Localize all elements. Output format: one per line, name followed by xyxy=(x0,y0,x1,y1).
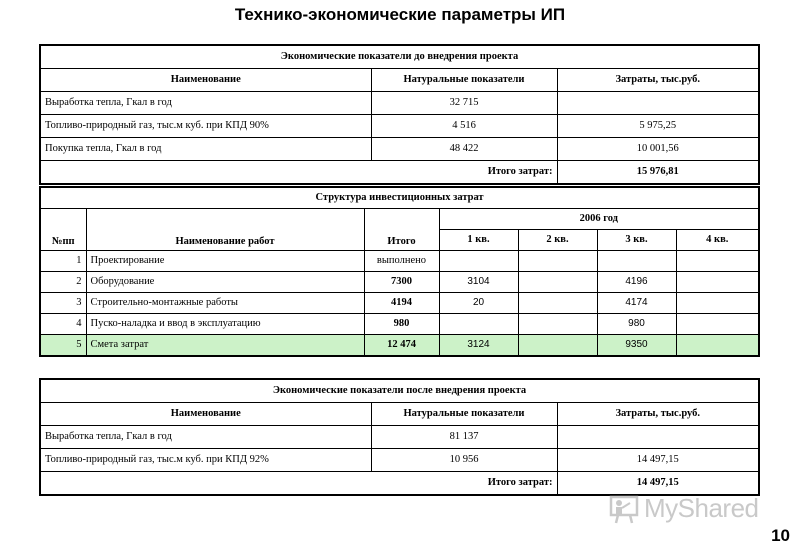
table-caption: Структура инвестиционных затрат xyxy=(40,187,759,209)
table-row xyxy=(40,115,759,138)
column-header-quarter: 1 кв. xyxy=(439,230,518,251)
cell-natural: 4 516 xyxy=(371,115,557,138)
cell-cost: 14 497,15 xyxy=(557,449,759,472)
column-header-quarter: 2 кв. xyxy=(518,230,597,251)
table-row xyxy=(40,426,759,449)
total-label: Итого затрат: xyxy=(40,472,557,496)
cell-natural: 32 715 xyxy=(371,92,557,115)
cell-work-name: Оборудование xyxy=(86,272,364,293)
cell-q2 xyxy=(518,251,597,272)
cell-number: 1 xyxy=(40,251,86,272)
cell-number: 5 xyxy=(40,335,86,357)
cell-q1 xyxy=(439,251,518,272)
cell-cost xyxy=(557,92,759,115)
total-label: Итого затрат: xyxy=(40,161,557,185)
cell-q3: 9350 xyxy=(597,335,676,357)
cell-q3: 4196 xyxy=(597,272,676,293)
cell-number: 4 xyxy=(40,314,86,335)
cell-q1 xyxy=(439,314,518,335)
table-after-project xyxy=(39,378,760,496)
myshared-logo xyxy=(608,491,768,525)
column-header-number: №пп xyxy=(40,209,86,251)
cell-number: 2 xyxy=(40,272,86,293)
column-header-total: Итого xyxy=(364,209,439,251)
cell-cost: 10 001,56 xyxy=(557,138,759,161)
column-header-quarter: 4 кв. xyxy=(676,230,759,251)
cell-natural: 48 422 xyxy=(371,138,557,161)
total-value: 15 976,81 xyxy=(557,161,759,185)
table-row xyxy=(40,272,759,293)
column-header: Натуральные показатели xyxy=(371,69,557,92)
teacher-board-icon xyxy=(608,491,642,525)
cell-work-name: Проектирование xyxy=(86,251,364,272)
cell-q3: 980 xyxy=(597,314,676,335)
cell-name: Топливо-природный газ, тыс.м куб. при КПД 92% xyxy=(40,449,371,472)
logo-text: MyShared xyxy=(644,493,759,523)
table-row xyxy=(40,449,759,472)
cell-q4 xyxy=(676,293,759,314)
total-row xyxy=(40,161,759,185)
cell-q1: 3124 xyxy=(439,335,518,357)
cell-q4 xyxy=(676,314,759,335)
column-header: Затраты, тыс.руб. xyxy=(557,403,759,426)
cell-natural: 10 956 xyxy=(371,449,557,472)
cell-name: Топливо-природный газ, тыс.м куб. при КПД 90% xyxy=(40,115,371,138)
page-number: 10 xyxy=(771,526,790,545)
cell-number: 3 xyxy=(40,293,86,314)
cell-work-name: Строительно-монтажные работы xyxy=(86,293,364,314)
table-row-total xyxy=(40,335,759,357)
column-header: Затраты, тыс.руб. xyxy=(557,69,759,92)
cell-cost: 5 975,25 xyxy=(557,115,759,138)
cell-q2 xyxy=(518,293,597,314)
cell-cost xyxy=(557,426,759,449)
column-header: Наименование xyxy=(40,69,371,92)
table-row xyxy=(40,251,759,272)
cell-q2 xyxy=(518,314,597,335)
cell-q3 xyxy=(597,251,676,272)
table-row xyxy=(40,92,759,115)
cell-q4 xyxy=(676,335,759,357)
column-header: Натуральные показатели xyxy=(371,403,557,426)
cell-name: Выработка тепла, Гкал в год xyxy=(40,426,371,449)
table-row xyxy=(40,293,759,314)
cell-work-name: Смета затрат xyxy=(86,335,364,357)
page-title: Технико-экономические параметры ИП xyxy=(234,5,566,24)
cell-total: 980 xyxy=(364,314,439,335)
cell-total: выполнено xyxy=(364,251,439,272)
cell-q4 xyxy=(676,272,759,293)
table-row xyxy=(40,138,759,161)
cell-q2 xyxy=(518,272,597,293)
cell-name: Покупка тепла, Гкал в год xyxy=(40,138,371,161)
cell-q2 xyxy=(518,335,597,357)
cell-work-name: Пуско-наладка и ввод в эксплуатацию xyxy=(86,314,364,335)
cell-q4 xyxy=(676,251,759,272)
cell-natural: 81 137 xyxy=(371,426,557,449)
cell-q1: 3104 xyxy=(439,272,518,293)
table-caption: Экономические показатели после внедрения проекта xyxy=(40,379,759,403)
column-header-quarter: 3 кв. xyxy=(597,230,676,251)
cell-q3: 4174 xyxy=(597,293,676,314)
table-caption: Экономические показатели до внедрения проекта xyxy=(40,45,759,69)
cell-total: 7300 xyxy=(364,272,439,293)
cell-total: 12 474 xyxy=(364,335,439,357)
column-header: Наименование xyxy=(40,403,371,426)
total-value: 14 497,15 xyxy=(557,472,759,496)
table-before-project xyxy=(39,44,760,185)
column-header-year: 2006 год xyxy=(439,209,759,230)
cell-total: 4194 xyxy=(364,293,439,314)
table-row xyxy=(40,314,759,335)
cell-q1: 20 xyxy=(439,293,518,314)
table-investment-structure xyxy=(39,186,760,357)
column-header-name: Наименование работ xyxy=(86,209,364,251)
cell-name: Выработка тепла, Гкал в год xyxy=(40,92,371,115)
